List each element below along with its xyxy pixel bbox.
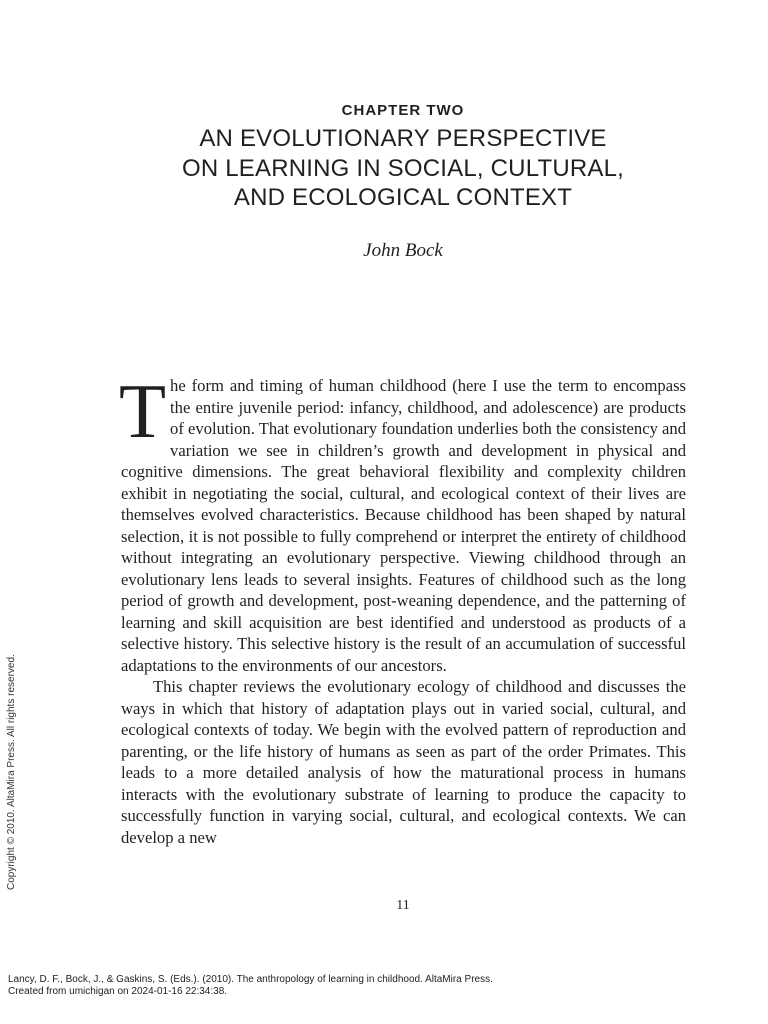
chapter-title-line-2: ON LEARNING IN SOCIAL, CULTURAL, bbox=[181, 154, 625, 182]
citation-footer bbox=[8, 974, 493, 997]
paragraph-1-text: he form and timing of human childhood (here I use the term to encompass the entire juvenile period: infancy, childhood, and adolescence) are products of evolution. That evolutionary foundation underlies both the consistency and variation we see in children’s growth and development in physical and cognitive dimensions. The great behavioral flexibility and complexity children exhibit in negotiating the social, cultural, and ecological context of their lives are themselves evolved characteristics. Because childhood has been shaped by natural selection, it is not possible to fully comprehend or interpret the entirety of childhood without integrating an evolutionary perspective. Viewing childhood through an evolutionary lens leads to several insights. Features of childhood such as the long period of growth and development, post-weaning dependence, and the patterning of learning and skill acquisition are best identified and understood as products of a selective history. This selective history is the result of an accumulation of successful adaptations to the environments of our ancestors. bbox=[121, 376, 686, 675]
chapter-title-line-1: AN EVOLUTIONARY PERSPECTIVE bbox=[199, 125, 607, 152]
drop-cap: T bbox=[119, 368, 167, 454]
body-text bbox=[119, 368, 686, 848]
citation-line-2: Created from umichigan on 2024-01-16 22:34:38. bbox=[8, 985, 228, 997]
chapter-title bbox=[0, 124, 768, 213]
side-copyright-notice: Copyright © 2010. AltaMira Press. All rights reserved. bbox=[6, 654, 17, 890]
chapter-title-line-3: AND ECOLOGICAL CONTEXT bbox=[233, 184, 573, 211]
page-number: 11 bbox=[396, 898, 410, 913]
paragraph-1 bbox=[119, 368, 686, 676]
author-name: John Bock bbox=[363, 240, 443, 261]
chapter-label: CHAPTER TWO bbox=[341, 102, 465, 119]
citation-line-1: Lancy, D. F., Bock, J., & Gaskins, S. (Eds.). (2010). The anthropology of learning in childhood. AltaMira Press. bbox=[8, 974, 493, 985]
paragraph-2: This chapter reviews the evolutionary ecology of childhood and discusses the ways in which that history of adaptation plays out in varied social, cultural, and ecological contexts of today. We begin with the evolved pattern of reproduction and parenting, or the life history of humans as seen as part of the order Primates. This leads to a more detailed analysis of how the maturational process in humans interacts with the evolutionary substrate of learning to produce the capacity to successfully function in varying social, cultural, and ecological contexts. We can develop a new bbox=[121, 677, 686, 847]
